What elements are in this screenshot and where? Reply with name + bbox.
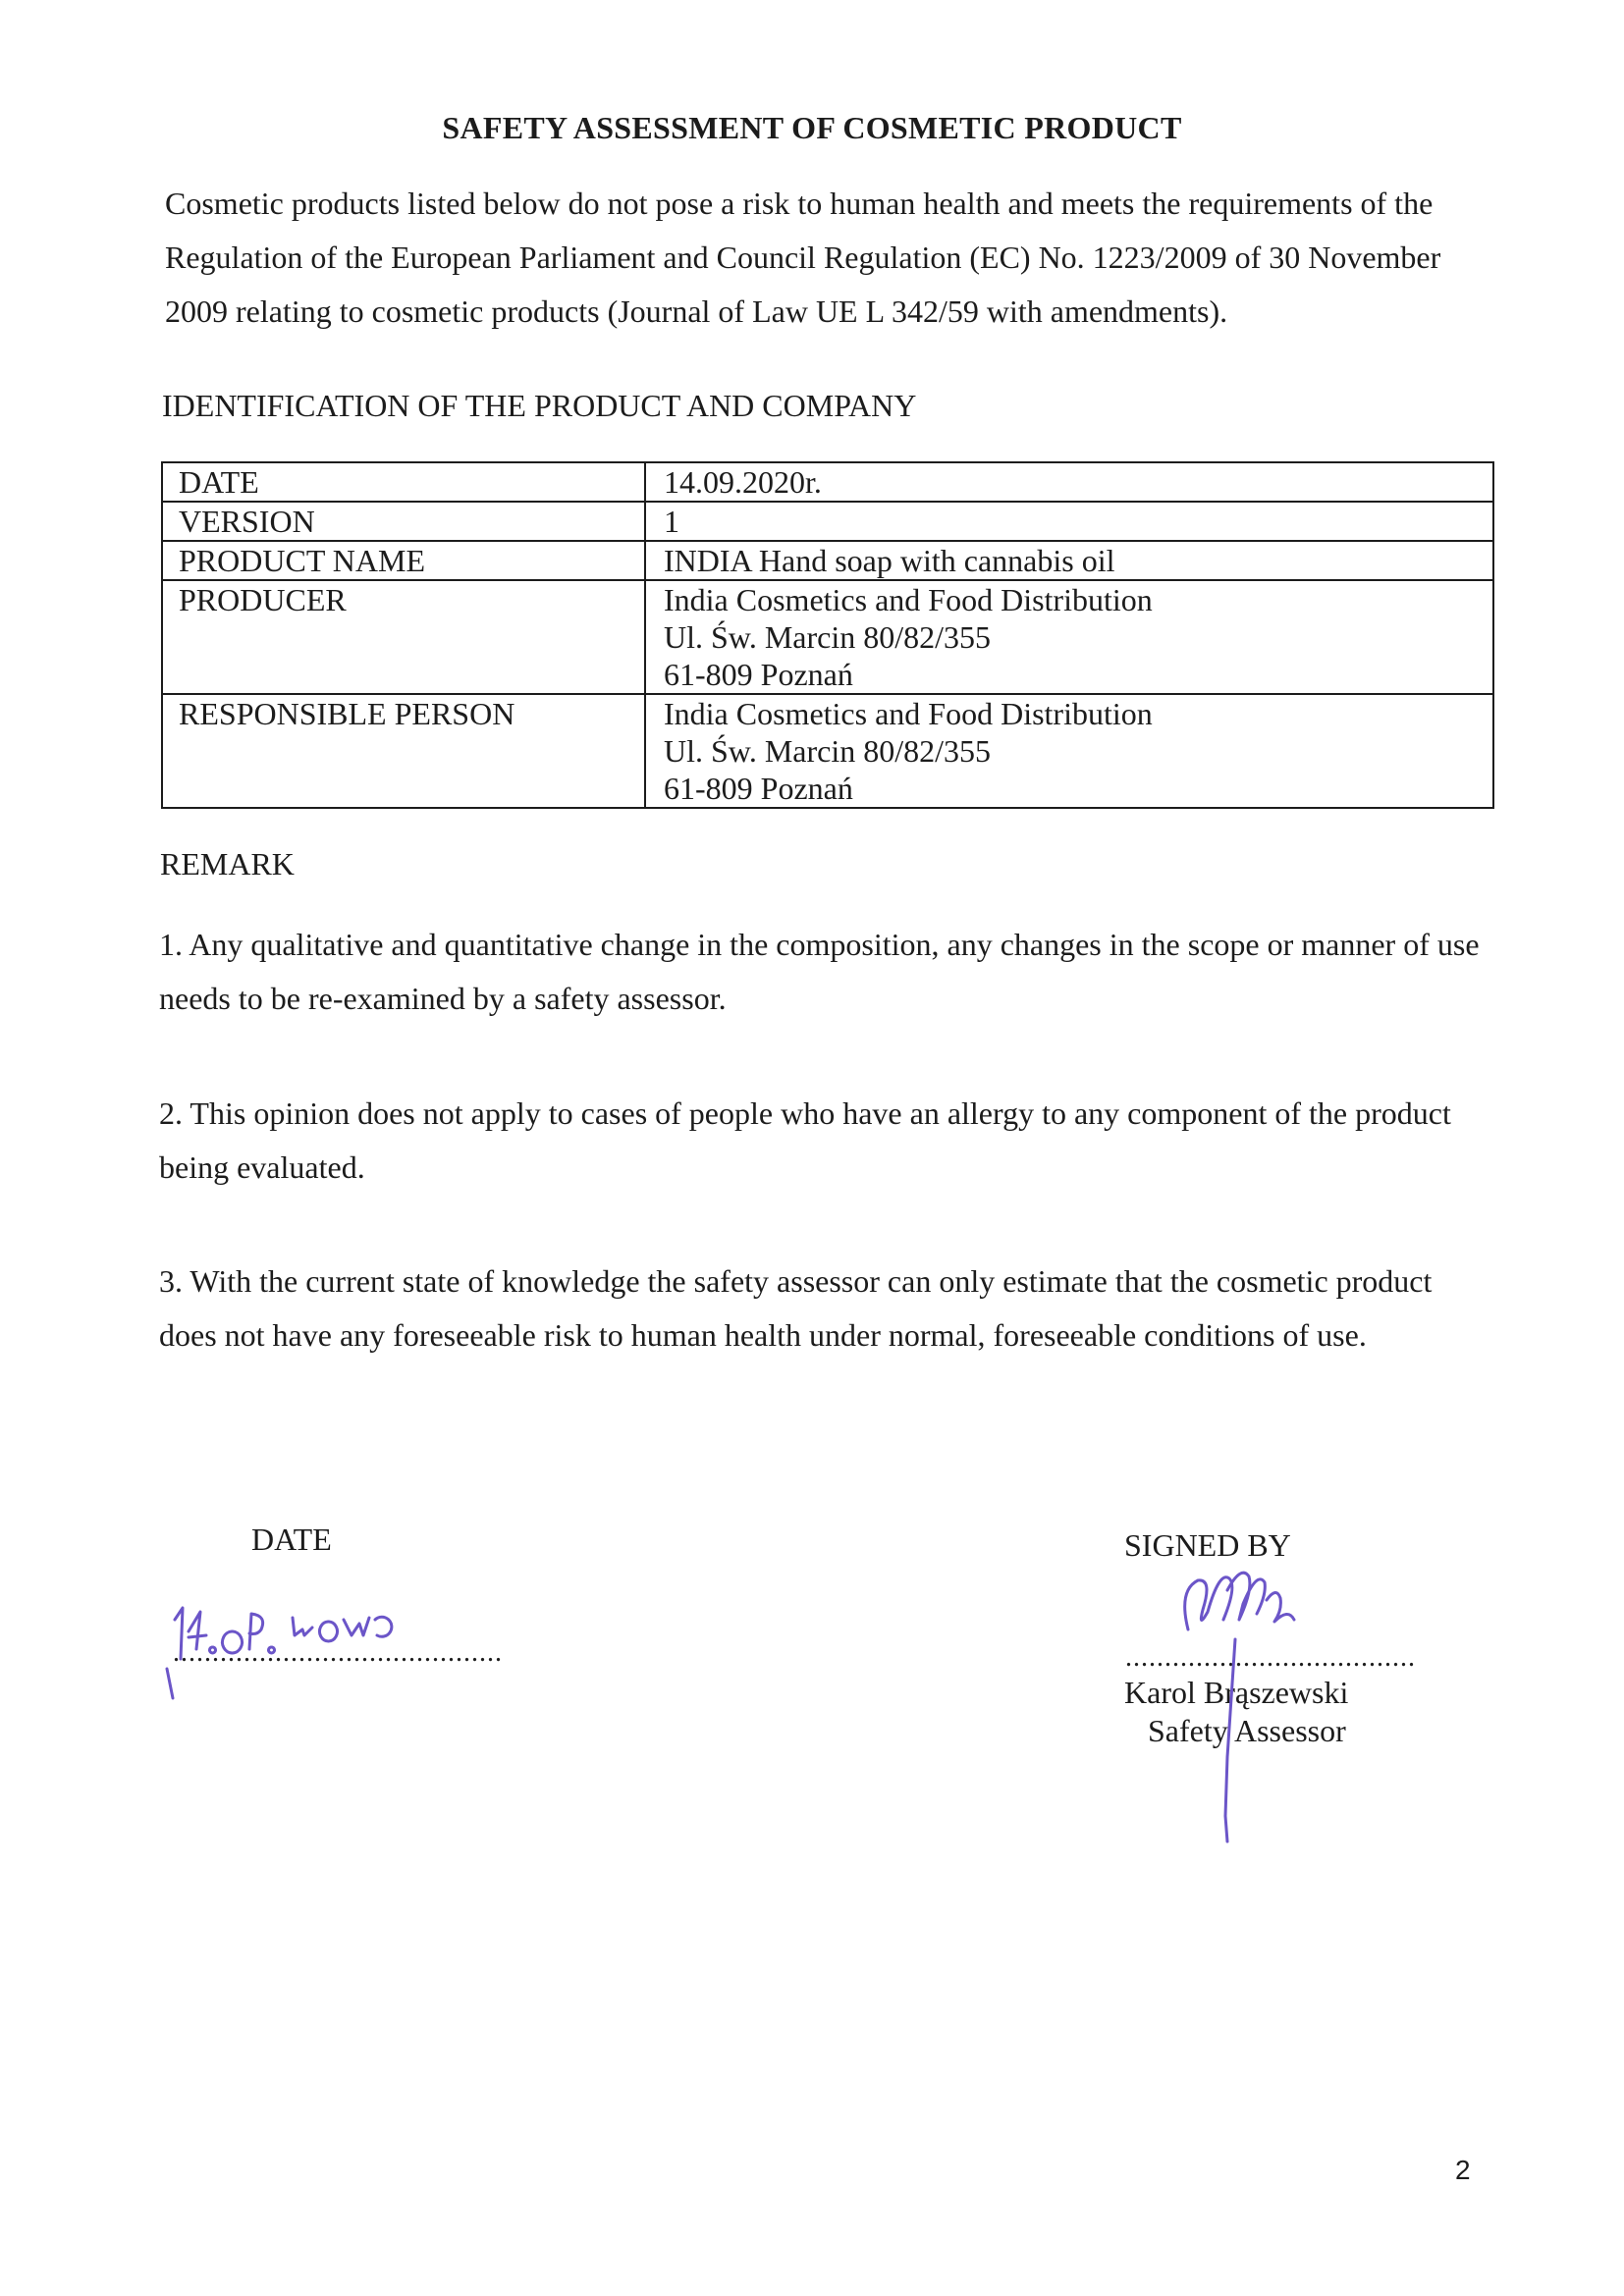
remark-item-1: 1. Any qualitative and quantitative change in the composition, any changes in the scope or manner of use needs to be re-examined by a safety assessor. <box>159 927 1480 1016</box>
row-label: PRODUCER <box>162 580 645 694</box>
remark-heading: REMARK <box>160 846 295 881</box>
row-label: PRODUCT NAME <box>162 541 645 580</box>
table-row <box>162 462 1493 502</box>
identification-table <box>161 461 1494 809</box>
signature-dotted-line: ..................................... <box>1125 1642 1416 1673</box>
table-row <box>162 580 1493 694</box>
row-label: DATE <box>162 462 645 502</box>
value-line: INDIA Hand soap with cannabis oil <box>664 543 1115 578</box>
value-line: 1 <box>664 504 679 539</box>
value-line: India Cosmetics and Food Distribution <box>664 696 1153 731</box>
row-value <box>645 694 1493 808</box>
row-value <box>645 580 1493 694</box>
value-line: Ul. Św. Marcin 80/82/355 <box>664 733 992 769</box>
table-row <box>162 694 1493 808</box>
row-value <box>645 462 1493 502</box>
remark-item-3: 3. With the current state of knowledge the safety assessor can only estimate that the cosmetic product does not have any foreseeable risk to human health under normal, foreseeable conditions of use. <box>159 1263 1433 1353</box>
intro-paragraph: Cosmetic products listed below do not pose a risk to human health and meets the requirements of the Regulation of the European Parliament and Council Regulation (EC) No. 1223/2009 of 30 November 2009 relating to cosmetic products (Journal of Law UE L 342/59 with amendments). <box>165 186 1441 329</box>
value-line: 61-809 Poznań <box>664 771 853 806</box>
date-dotted-line: .......................................... <box>173 1637 503 1668</box>
table-row <box>162 541 1493 580</box>
value-line: 61-809 Poznań <box>664 657 853 692</box>
assessor-role: Safety Assessor <box>1148 1713 1346 1748</box>
value-line: India Cosmetics and Food Distribution <box>664 582 1153 617</box>
table-row <box>162 502 1493 541</box>
remark-item-2: 2. This opinion does not apply to cases of people who have an allergy to any component of the product being evaluated. <box>159 1095 1451 1185</box>
row-label: RESPONSIBLE PERSON <box>162 694 645 808</box>
assessor-name: Karol Brąszewski <box>1124 1675 1349 1710</box>
document-title: SAFETY ASSESSMENT OF COSMETIC PRODUCT <box>442 110 1182 145</box>
row-label: VERSION <box>162 502 645 541</box>
value-line: 14.09.2020r. <box>664 464 822 500</box>
page-number: 2 <box>1455 2155 1471 2185</box>
row-value <box>645 502 1493 541</box>
signed-by-label: SIGNED BY <box>1124 1527 1291 1563</box>
row-value <box>645 541 1493 580</box>
signature-date-label: DATE <box>251 1522 332 1557</box>
identification-heading: IDENTIFICATION OF THE PRODUCT AND COMPANY <box>162 388 917 423</box>
value-line: Ul. Św. Marcin 80/82/355 <box>664 619 992 655</box>
